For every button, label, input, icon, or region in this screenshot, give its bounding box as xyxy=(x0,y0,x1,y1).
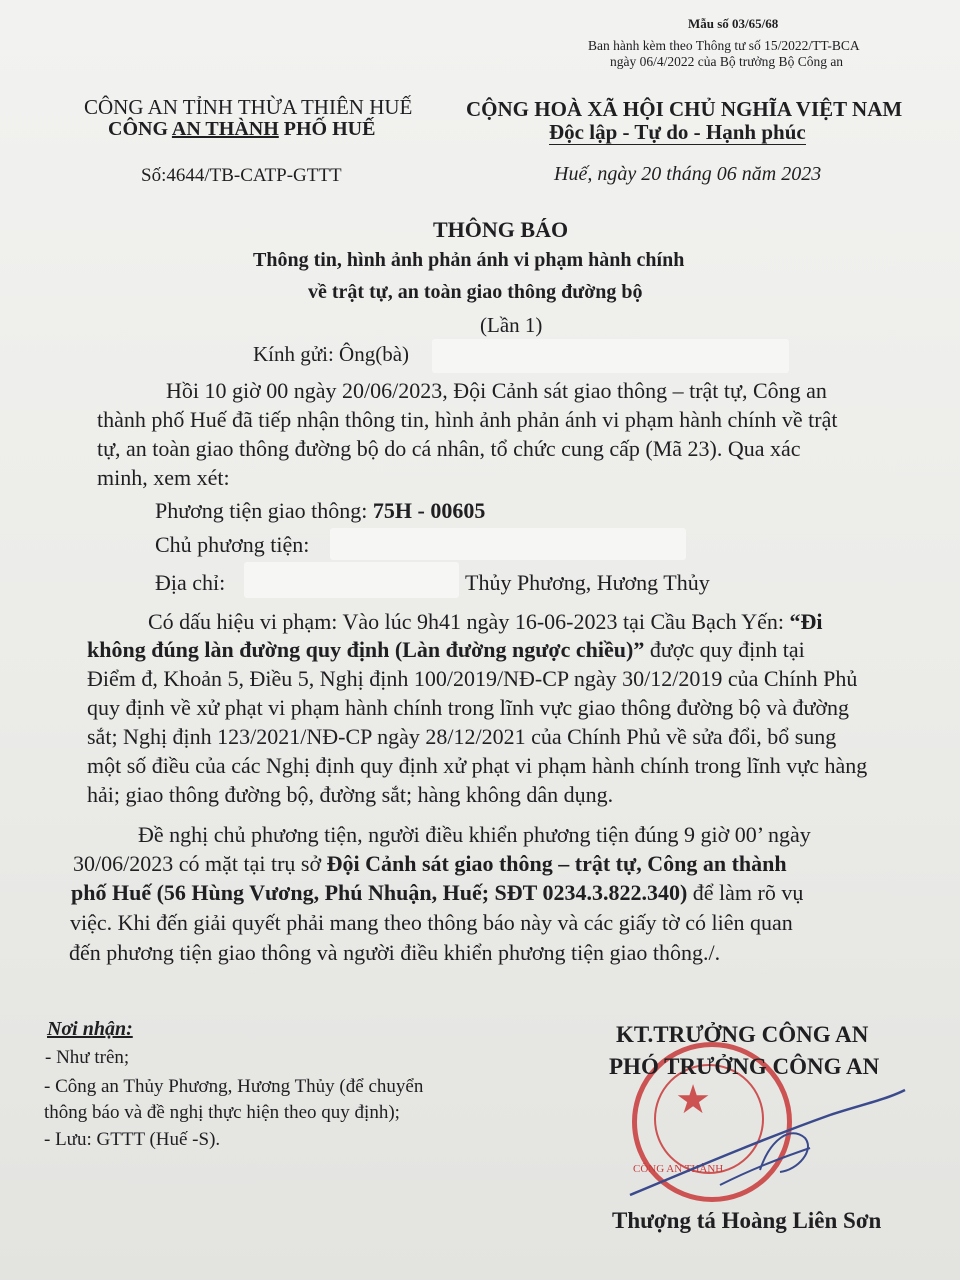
recipient-line: Kính gửi: Ông(bà) xyxy=(253,342,410,366)
vehicle-row: Phương tiện giao thông: 75H - 00605 xyxy=(155,498,486,523)
signer-title-1: KT.TRƯỞNG CÔNG AN xyxy=(616,1022,869,1047)
form-number: Mẫu số 03/65/68 xyxy=(688,16,779,31)
parent-agency: CÔNG AN TỈNH THỪA THIÊN HUẾ xyxy=(84,95,413,119)
republic-name: CỘNG HOÀ XÃ HỘI CHỦ NGHĨA VIỆT NAM xyxy=(466,97,903,121)
address-value: Thủy Phương, Hương Thủy xyxy=(465,570,710,595)
star-icon: ★ xyxy=(675,1077,711,1122)
recipients-heading: Nơi nhận: xyxy=(47,1018,133,1040)
recipient-item-3: - Lưu: GTTT (Huế -S). xyxy=(44,1129,221,1150)
summons-line-3: phố Huế (56 Hùng Vương, Phú Nhuận, Huế; SĐT 0234.3.822.340) để làm rõ vụ xyxy=(71,880,804,905)
summons-line-5: đến phương tiện giao thông và người điều khiển phương tiện giao thông./. xyxy=(69,940,721,965)
summons-line-4: việc. Khi đến giải quyết phải mang theo thông báo này và các giấy tờ có liên quan xyxy=(70,910,793,935)
violation-line-7: hải; giao thông đường bộ, đường sắt; hàng không dân dụng. xyxy=(87,782,614,807)
owner-row: Chủ phương tiện: xyxy=(155,532,310,557)
document-title: THÔNG BÁO xyxy=(433,217,569,242)
address-row: Địa chỉ: xyxy=(155,570,226,595)
notice-round: (Lần 1) xyxy=(480,313,543,337)
intro-line-4: minh, xem xét: xyxy=(97,465,230,490)
violation-line-5: sắt; Nghị định 123/2021/NĐ-CP ngày 28/12/2021 của Chính Phủ về sửa đổi, bổ sung xyxy=(87,724,837,749)
violation-line-6: một số điều của các Nghị định quy định xử phạt vi phạm hành chính trong lĩnh vực hàng xyxy=(87,753,868,778)
place-date: Huế, ngày 20 tháng 06 năm 2023 xyxy=(554,163,822,185)
violation-line-1: Có dấu hiệu vi phạm: Vào lúc 9h41 ngày 16-06-2023 tại Cầu Bạch Yến: “Đi xyxy=(148,609,823,634)
redacted-address xyxy=(244,562,459,598)
issuing-agency: CÔNG AN THÀNH PHỐ HUẾ xyxy=(108,118,376,140)
summons-line-1: Đề nghị chủ phương tiện, người điều khiển phương tiện đúng 9 giờ 00’ ngày xyxy=(138,822,811,847)
document-subtitle-1: Thông tin, hình ảnh phản ánh vi phạm hành chính xyxy=(253,249,685,271)
intro-line-3: tự, an toàn giao thông đường bộ do cá nhân, tổ chức cung cấp (Mã 23). Qua xác xyxy=(97,436,801,461)
license-plate: 75H - 00605 xyxy=(372,498,486,523)
document-number: Số:4644/TB-CATP-GTTT xyxy=(141,165,342,186)
violation-line-2: không đúng làn đường quy định (Làn đường ngược chiều)” được quy định tại xyxy=(87,637,805,662)
handwritten-signature xyxy=(600,1020,920,1220)
national-motto: Độc lập - Tự do - Hạnh phúc xyxy=(549,120,806,144)
recipient-item-1: - Như trên; xyxy=(45,1047,130,1068)
redacted-owner xyxy=(330,528,686,560)
violation-line-4: quy định về xử phạt vi phạm hành chính trong lĩnh vực giao thông đường bộ và đường xyxy=(87,695,850,720)
redacted-recipient xyxy=(432,339,789,373)
seal-lettering: CÔNG AN THÀNH xyxy=(633,1163,724,1175)
intro-line-2: thành phố Huế đã tiếp nhận thông tin, hình ảnh phản ánh vi phạm hành chính về trật xyxy=(97,407,838,432)
signer-title-2: PHÓ TRƯỞNG CÔNG AN xyxy=(609,1054,880,1079)
recipient-item-2b: thông báo và đề nghị thực hiện theo quy định); xyxy=(44,1102,400,1123)
violation-line-3: Điểm đ, Khoản 5, Điều 5, Nghị định 100/2019/NĐ-CP ngày 30/12/2019 của Chính Phủ xyxy=(87,666,858,691)
intro-line-1: Hồi 10 giờ 00 ngày 20/06/2023, Đội Cảnh sát giao thông – trật tự, Công an xyxy=(166,378,827,403)
recipient-item-2: - Công an Thủy Phương, Hương Thủy (để chuyển xyxy=(44,1076,424,1097)
summons-line-2: 30/06/2023 có mặt tại trụ sở Đội Cảnh sát giao thông – trật tự, Công an thành xyxy=(73,851,787,876)
document-subtitle-2: về trật tự, an toàn giao thông đường bộ xyxy=(308,281,643,303)
signer-name: Thượng tá Hoàng Liên Sơn xyxy=(612,1208,882,1233)
form-issued-line-1: Ban hành kèm theo Thông tư số 15/2022/TT-BCA xyxy=(588,38,860,53)
form-issued-line-2: ngày 06/4/2022 của Bộ trưởng Bộ Công an xyxy=(610,54,844,69)
